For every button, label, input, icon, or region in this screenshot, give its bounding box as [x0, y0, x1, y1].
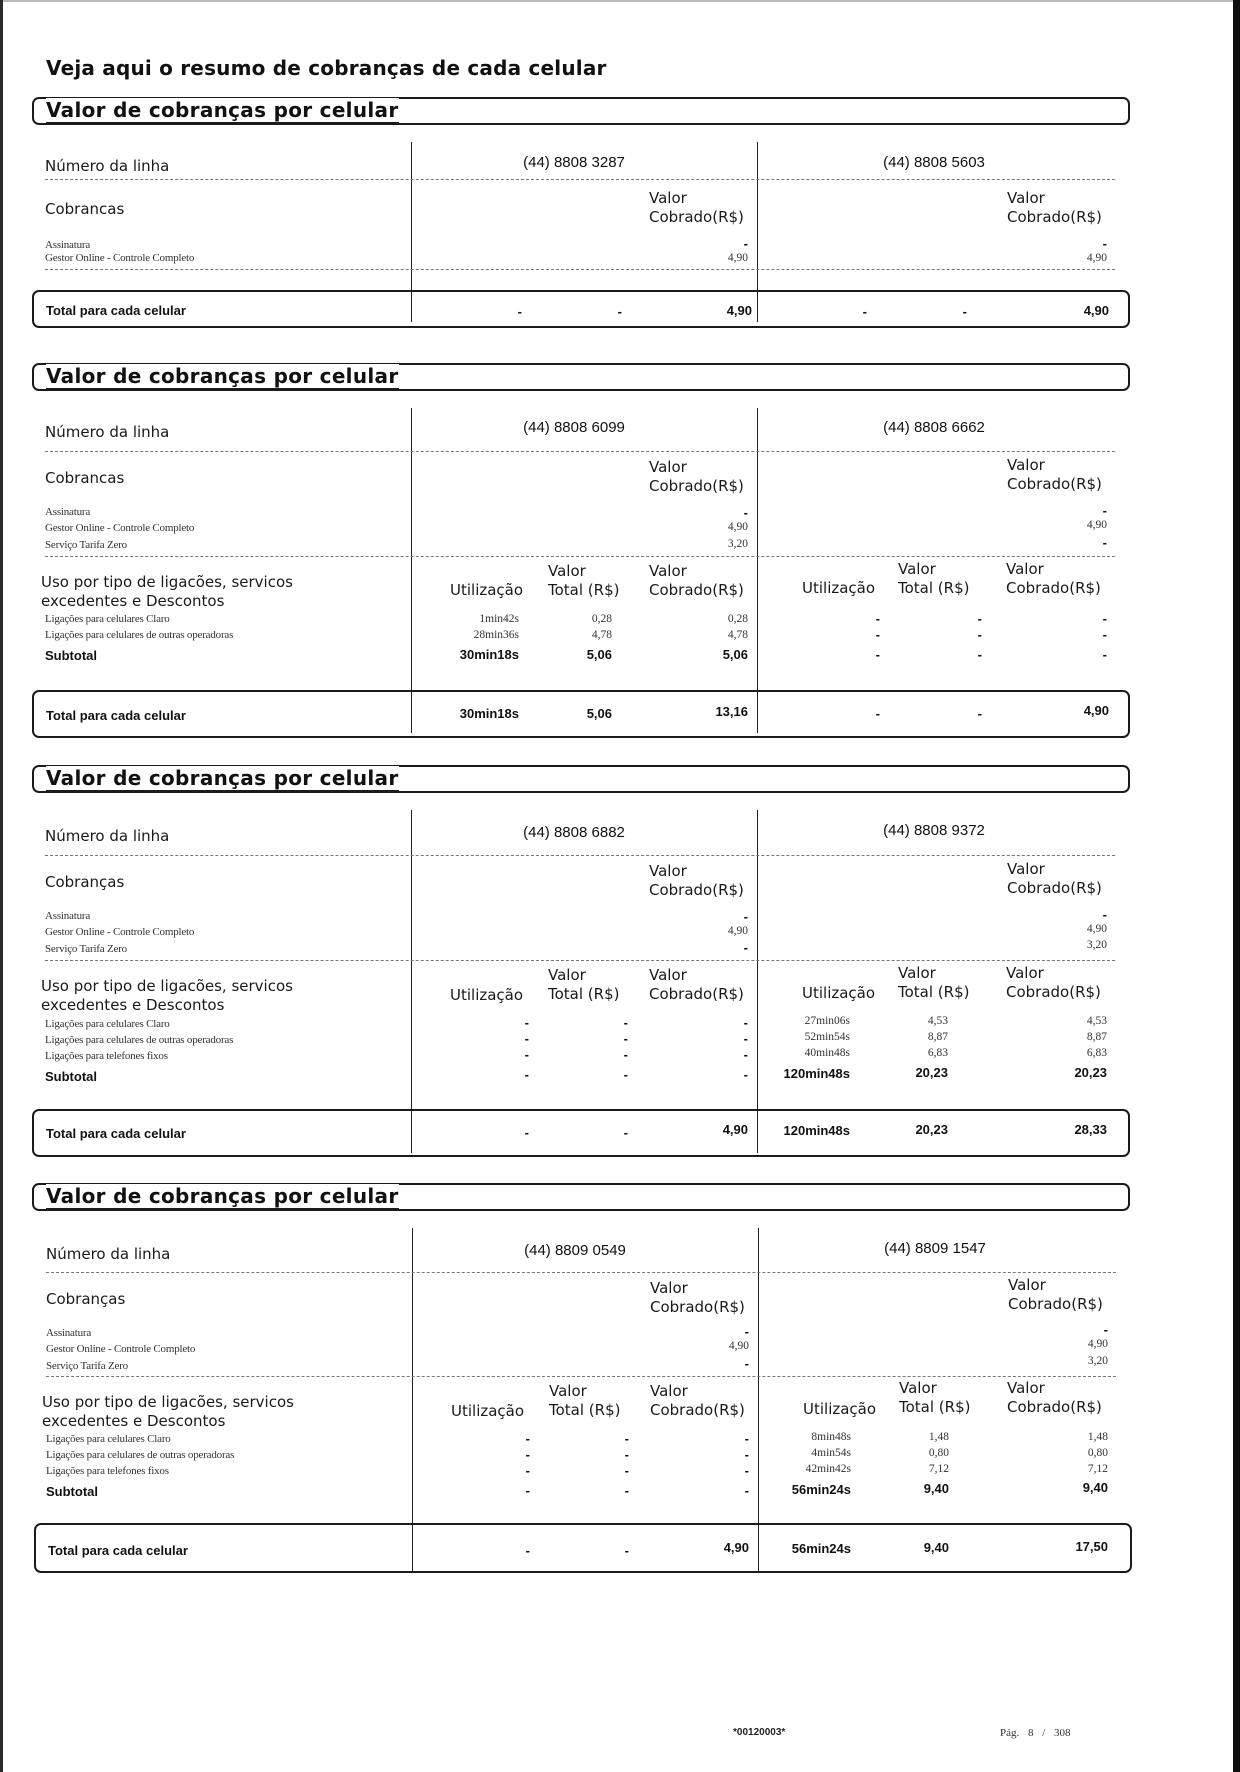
usage-valor-total: - [623, 1015, 628, 1030]
valor-total-header [898, 964, 969, 1002]
usage-valor-total: 1,48 [928, 1431, 949, 1443]
header-line: Cobrado(R$) [649, 985, 744, 1003]
usage-utilizacao: - [524, 1031, 529, 1046]
usage-valor-cobrado: - [744, 1447, 749, 1462]
charge-value: - [1102, 236, 1107, 251]
total-utilizacao: 30min18s [459, 706, 519, 721]
phone-number: (44) 8808 9372 [883, 822, 985, 839]
total-utilizacao: - [875, 706, 880, 721]
header-line: Cobrado(R$) [1007, 1398, 1102, 1416]
section-1 [32, 97, 1128, 327]
valor-cobrado-header [1007, 456, 1102, 494]
usage-valor-cobrado: 7,12 [1087, 1463, 1108, 1475]
header-line: Valor [1007, 189, 1045, 207]
valor-cobrado-header [650, 1279, 745, 1317]
usage-utilizacao: - [875, 627, 880, 642]
numero-linha-label: Número da linha [45, 827, 170, 845]
usage-utilizacao: 40min48s [804, 1047, 850, 1059]
charge-value: 4,90 [1086, 252, 1107, 264]
charge-value: - [1102, 535, 1107, 550]
charge-item: Serviço Tarifa Zero [46, 1360, 128, 1372]
header-line: Valor [649, 966, 687, 984]
subtotal-utilizacao: - [524, 1067, 529, 1082]
row-separator [45, 179, 1115, 180]
total-utilizacao: - [525, 1543, 530, 1558]
header-line: Valor [649, 862, 687, 880]
usage-valor-cobrado: 4,78 [727, 629, 748, 641]
valor-cobrado-header [1007, 189, 1102, 227]
charge-value: - [743, 940, 748, 955]
header-line: Valor [649, 458, 687, 476]
charge-value: 4,90 [727, 925, 748, 937]
total-utilizacao: 56min24s [791, 1541, 851, 1556]
phone-number: (44) 8808 6099 [523, 419, 625, 436]
column-divider [411, 408, 412, 733]
subtotal-utilizacao: 120min48s [783, 1066, 850, 1081]
total-label: Total para cada celular [48, 1543, 188, 1558]
header-line: Valor [898, 964, 936, 982]
uso-line: Uso por tipo de ligacões, servicos [41, 573, 293, 591]
subtotal-valor-total: 20,23 [915, 1065, 948, 1080]
usage-item: Ligações para celulares de outras operadoras [46, 1449, 235, 1461]
header-line: Valor [548, 562, 586, 580]
usage-utilizacao: 4min54s [811, 1447, 851, 1459]
row-separator [46, 1376, 1116, 1377]
column-divider [411, 810, 412, 1153]
header-line: Valor [548, 966, 586, 984]
usage-valor-cobrado: - [1102, 611, 1107, 626]
usage-utilizacao: - [525, 1431, 530, 1446]
usage-utilizacao: 27min06s [804, 1015, 850, 1027]
usage-valor-total: 0,28 [591, 613, 612, 625]
uso-line: excedentes e Descontos [41, 592, 225, 610]
charge-value: 3,20 [727, 538, 748, 550]
charge-value: 4,90 [1087, 1338, 1108, 1350]
charge-item: Gestor Online - Controle Completo [45, 252, 195, 264]
charge-item: Assinatura [46, 1327, 92, 1339]
header-line: Cobrado(R$) [649, 581, 744, 599]
usage-valor-cobrado: 8,87 [1086, 1031, 1107, 1043]
header-line: Valor [1006, 560, 1044, 578]
header-line: Cobrado(R$) [1008, 1295, 1103, 1313]
usage-valor-cobrado: - [743, 1047, 748, 1062]
total-valor-cobrado: 4,90 [722, 1122, 748, 1137]
header-line: Total (R$) [548, 985, 620, 1003]
usage-item: Ligações para celulares de outras operadoras [45, 1034, 234, 1046]
valor-total-header [548, 966, 619, 1004]
charge-item: Serviço Tarifa Zero [45, 943, 127, 955]
charge-value: 4,90 [727, 521, 748, 533]
usage-item: Ligações para celulares de outras operadoras [45, 629, 234, 641]
subtotal-valor-total: - [623, 1067, 628, 1082]
numero-linha-label: Número da linha [45, 157, 170, 175]
section-header-box [32, 765, 1130, 793]
total-valor-total: 20,23 [915, 1122, 948, 1137]
scan-edge-top [0, 0, 1240, 2]
row-separator [45, 855, 1115, 856]
usage-item: Ligações para celulares Claro [46, 1433, 171, 1445]
phone-number: (44) 8809 1547 [884, 1240, 986, 1257]
usage-utilizacao: 28min36s [473, 629, 519, 641]
row-separator [45, 451, 1115, 452]
page-number: Pág. 8 / 308 [1000, 1727, 1071, 1739]
header-line: Cobrado(R$) [649, 208, 744, 226]
total-utilizacao: - [524, 1125, 529, 1140]
total-valor-total: - [624, 1543, 629, 1558]
utilizacao-header: Utilização [450, 581, 524, 599]
usage-item: Ligações para celulares Claro [45, 1018, 170, 1030]
valor-cobrado-header [649, 862, 744, 900]
subtotal-valor-cobrado: - [744, 1483, 749, 1498]
charge-value: - [1102, 503, 1107, 518]
section-header-title: Valor de cobranças por celular [46, 1184, 399, 1208]
usage-valor-cobrado: - [744, 1431, 749, 1446]
total-valor-cobrado: 4,90 [726, 303, 752, 318]
section-2 [32, 363, 1128, 743]
header-line: Total (R$) [898, 983, 970, 1001]
valor-cobrado-header [1008, 1276, 1103, 1314]
total-valor-cobrado: 4,90 [1083, 303, 1109, 318]
section-header-box [32, 97, 1130, 125]
header-line: Total (R$) [898, 579, 970, 597]
subtotal-utilizacao: 56min24s [791, 1482, 851, 1497]
column-divider [412, 1228, 413, 1571]
usage-valor-cobrado: 1,48 [1087, 1431, 1108, 1443]
usage-utilizacao: 1min42s [479, 613, 519, 625]
header-line: Valor [1007, 860, 1045, 878]
charge-item: Gestor Online - Controle Completo [46, 1343, 196, 1355]
charge-value: 4,90 [1086, 923, 1107, 935]
header-line: Cobrado(R$) [650, 1401, 745, 1419]
document-barcode-code: *00120003* [733, 1727, 786, 1738]
usage-utilizacao: 42min42s [805, 1463, 851, 1475]
section-header-box [32, 1183, 1130, 1211]
header-line: Total (R$) [548, 581, 620, 599]
uso-line: Uso por tipo de ligacões, servicos [42, 1393, 294, 1411]
uso-line: Uso por tipo de ligacões, servicos [41, 977, 293, 995]
subtotal-valor-cobrado: - [743, 1067, 748, 1082]
valor-total-header [548, 562, 619, 600]
charge-item: Assinatura [45, 910, 91, 922]
total-box [34, 1523, 1132, 1573]
subtotal-valor-total: 9,40 [923, 1481, 949, 1496]
usage-valor-total: 4,53 [927, 1015, 948, 1027]
row-separator [45, 556, 1115, 557]
valor-cobrado-header [649, 966, 744, 1004]
valor-cobrado-header [649, 458, 744, 496]
valor-cobrado-header [1006, 560, 1101, 598]
cobrancas-label: Cobrancas [45, 200, 125, 218]
usage-utilizacao: - [524, 1015, 529, 1030]
phone-number: (44) 8808 6882 [523, 824, 625, 841]
column-divider [757, 810, 758, 1153]
charge-value: - [743, 236, 748, 251]
total-label: Total para cada celular [46, 303, 186, 318]
utilizacao-header: Utilização [803, 1400, 877, 1418]
subtotal-label: Subtotal [45, 1069, 97, 1084]
usage-valor-total: - [624, 1463, 629, 1478]
utilizacao-header: Utilização [450, 986, 524, 1004]
usage-valor-total: - [623, 1031, 628, 1046]
valor-cobrado-header [649, 189, 744, 227]
cobrancas-label: Cobranças [46, 1290, 126, 1308]
total-utilizacao: - [517, 304, 522, 319]
total-label: Total para cada celular [46, 708, 186, 723]
total-valor-cobrado: 4,90 [723, 1540, 749, 1555]
usage-valor-cobrado: 0,28 [727, 613, 748, 625]
utilizacao-header: Utilização [802, 579, 876, 597]
usage-valor-total: 7,12 [928, 1463, 949, 1475]
usage-valor-total: - [977, 611, 982, 626]
column-divider [757, 408, 758, 733]
charge-item: Assinatura [45, 506, 91, 518]
numero-linha-label: Número da linha [46, 1245, 171, 1263]
row-separator [46, 1272, 1116, 1273]
scan-edge-right [1233, 0, 1240, 1772]
header-line: Cobrado(R$) [1007, 879, 1102, 897]
charge-value: - [1102, 907, 1107, 922]
header-line: Valor [1007, 1379, 1045, 1397]
total-valor-total: - [962, 304, 967, 319]
usage-item: Ligações para telefones fixos [46, 1465, 169, 1477]
total-utilizacao: - [862, 304, 867, 319]
phone-number: (44) 8808 5603 [883, 154, 985, 171]
scan-edge-left [0, 0, 3, 1772]
charge-value: - [743, 505, 748, 520]
numero-linha-label: Número da linha [45, 423, 170, 441]
utilizacao-header: Utilização [802, 984, 876, 1002]
charge-value: 4,90 [1086, 519, 1107, 531]
section-3 [32, 765, 1128, 1160]
usage-valor-total: 0,80 [928, 1447, 949, 1459]
subtotal-valor-cobrado: 5,06 [722, 647, 748, 662]
usage-valor-total: - [624, 1447, 629, 1462]
usage-item: Ligações para telefones fixos [45, 1050, 168, 1062]
charge-item: Gestor Online - Controle Completo [45, 926, 195, 938]
phone-number: (44) 8809 0549 [524, 1242, 626, 1259]
usage-valor-total: 8,87 [927, 1031, 948, 1043]
header-line: Valor [649, 562, 687, 580]
total-valor-cobrado: 17,50 [1075, 1539, 1108, 1554]
subtotal-utilizacao: - [525, 1483, 530, 1498]
valor-total-header [899, 1379, 970, 1417]
total-valor-total: - [977, 706, 982, 721]
usage-utilizacao: - [875, 611, 880, 626]
usage-valor-cobrado: - [743, 1031, 748, 1046]
subtotal-valor-total: - [977, 647, 982, 662]
header-line: Valor [899, 1379, 937, 1397]
total-valor-total: - [623, 1125, 628, 1140]
header-line: Total (R$) [899, 1398, 971, 1416]
uso-line: excedentes e Descontos [41, 996, 225, 1014]
uso-label [42, 1393, 294, 1431]
subtotal-utilizacao: - [875, 647, 880, 662]
phone-number: (44) 8808 3287 [523, 154, 625, 171]
usage-valor-cobrado: - [744, 1463, 749, 1478]
subtotal-valor-cobrado: 9,40 [1082, 1480, 1108, 1495]
usage-valor-cobrado: - [743, 1015, 748, 1030]
usage-valor-total: 6,83 [927, 1047, 948, 1059]
usage-utilizacao: - [525, 1447, 530, 1462]
charge-item: Gestor Online - Controle Completo [45, 522, 195, 534]
uso-line: excedentes e Descontos [42, 1412, 226, 1430]
subtotal-utilizacao: 30min18s [459, 647, 519, 662]
header-line: Cobrado(R$) [649, 881, 744, 899]
total-valor-total: 9,40 [923, 1540, 949, 1555]
phone-number: (44) 8808 6662 [883, 419, 985, 436]
valor-total-header [549, 1382, 620, 1420]
valor-cobrado-header [1007, 860, 1102, 898]
page-title: Veja aqui o resumo de cobranças de cada celular [46, 56, 607, 80]
section-header-box [32, 363, 1130, 391]
usage-utilizacao: 8min48s [811, 1431, 851, 1443]
total-box [32, 1109, 1130, 1157]
header-line: Cobrado(R$) [1007, 208, 1102, 226]
charge-item: Assinatura [45, 239, 91, 251]
usage-valor-total: 4,78 [591, 629, 612, 641]
subtotal-valor-cobrado: - [1102, 647, 1107, 662]
usage-utilizacao: - [524, 1047, 529, 1062]
subtotal-label: Subtotal [45, 648, 97, 663]
subtotal-label: Subtotal [46, 1484, 98, 1499]
header-line: Valor [898, 560, 936, 578]
usage-valor-cobrado: 4,53 [1086, 1015, 1107, 1027]
header-line: Cobrado(R$) [649, 477, 744, 495]
total-valor-total: - [617, 304, 622, 319]
usage-utilizacao: 52min54s [804, 1031, 850, 1043]
charge-value: 4,90 [727, 252, 748, 264]
row-separator [45, 269, 1115, 270]
section-4 [32, 1183, 1128, 1578]
header-line: Valor [549, 1382, 587, 1400]
subtotal-valor-total: - [624, 1483, 629, 1498]
usage-valor-cobrado: 6,83 [1086, 1047, 1107, 1059]
header-line: Cobrado(R$) [1006, 579, 1101, 597]
total-utilizacao: 120min48s [783, 1123, 850, 1138]
utilizacao-header: Utilização [451, 1402, 525, 1420]
uso-label [41, 573, 293, 611]
header-line: Valor [650, 1279, 688, 1297]
charge-value: - [744, 1324, 749, 1339]
row-separator [45, 960, 1115, 961]
total-valor-cobrado: 13,16 [715, 704, 748, 719]
usage-valor-total: - [624, 1431, 629, 1446]
cobrancas-label: Cobranças [45, 873, 125, 891]
header-line: Cobrado(R$) [650, 1298, 745, 1316]
usage-valor-total: - [977, 627, 982, 642]
cobrancas-label: Cobrancas [45, 469, 125, 487]
section-header-title: Valor de cobranças por celular [46, 98, 399, 122]
total-valor-cobrado: 28,33 [1074, 1122, 1107, 1137]
usage-utilizacao: - [525, 1463, 530, 1478]
section-header-title: Valor de cobranças por celular [46, 766, 399, 790]
subtotal-valor-total: 5,06 [586, 647, 612, 662]
section-header-title: Valor de cobranças por celular [46, 364, 399, 388]
header-line: Cobrado(R$) [1007, 475, 1102, 493]
charge-value: 4,90 [728, 1340, 749, 1352]
charge-value: 3,20 [1086, 939, 1107, 951]
valor-total-header [898, 560, 969, 598]
column-divider [758, 1228, 759, 1571]
valor-cobrado-header [649, 562, 744, 600]
valor-cobrado-header [1007, 1379, 1102, 1417]
usage-valor-cobrado: - [1102, 627, 1107, 642]
charge-value: - [743, 909, 748, 924]
header-line: Valor [649, 189, 687, 207]
usage-valor-cobrado: 0,80 [1087, 1447, 1108, 1459]
charge-value: - [1103, 1322, 1108, 1337]
charge-item: Serviço Tarifa Zero [45, 539, 127, 551]
charge-value: 3,20 [1087, 1355, 1108, 1367]
subtotal-valor-cobrado: 20,23 [1074, 1065, 1107, 1080]
header-line: Total (R$) [549, 1401, 621, 1419]
usage-item: Ligações para celulares Claro [45, 613, 170, 625]
valor-cobrado-header [1006, 964, 1101, 1002]
header-line: Valor [1007, 456, 1045, 474]
charge-value: - [744, 1356, 749, 1371]
total-label: Total para cada celular [46, 1126, 186, 1141]
header-line: Valor [1006, 964, 1044, 982]
header-line: Valor [1008, 1276, 1046, 1294]
header-line: Valor [650, 1382, 688, 1400]
valor-cobrado-header [650, 1382, 745, 1420]
total-valor-total: 5,06 [586, 706, 612, 721]
usage-valor-total: - [623, 1047, 628, 1062]
uso-label [41, 977, 293, 1015]
header-line: Cobrado(R$) [1006, 983, 1101, 1001]
total-valor-cobrado: 4,90 [1083, 703, 1109, 718]
